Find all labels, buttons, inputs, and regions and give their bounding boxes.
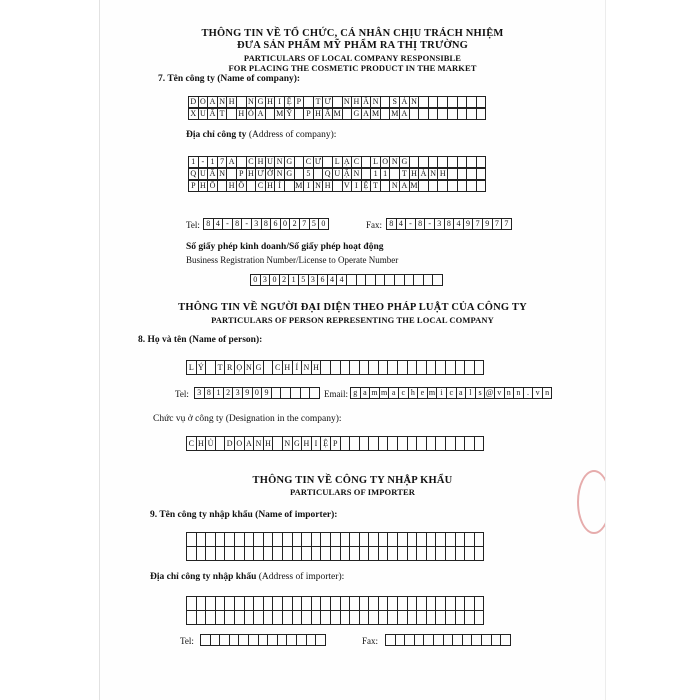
- char-box: V: [342, 180, 353, 192]
- char-box: L: [370, 156, 381, 168]
- char-box: Í: [292, 360, 303, 375]
- char-box: 1: [213, 387, 224, 399]
- importer-tel-label: Tel:: [180, 636, 194, 646]
- char-box: 4: [213, 218, 224, 230]
- importer-name-label: 9. Tên công ty nhập khẩu (Name of importer):: [150, 510, 338, 520]
- char-box: H: [246, 168, 257, 180]
- char-box: I: [303, 180, 314, 192]
- char-box: O: [198, 96, 209, 108]
- char-box: Q: [322, 168, 333, 180]
- char-box: N: [351, 168, 362, 180]
- char-box: H: [313, 108, 324, 120]
- char-box: H: [311, 360, 322, 375]
- person-name-label: 8. Họ và tên (Name of person):: [138, 335, 263, 345]
- char-box: a: [456, 387, 467, 399]
- char-box: 9: [261, 387, 272, 399]
- char-box: 3: [194, 387, 205, 399]
- char-box: Ồ: [236, 180, 247, 192]
- char-box: Ý: [196, 360, 207, 375]
- char-box: G: [399, 156, 410, 168]
- section9-title-en: PARTICULARS OF IMPORTER: [290, 487, 415, 497]
- char-box: [476, 96, 487, 108]
- char-box: H: [322, 180, 333, 192]
- importer-address-label: Địa chỉ công ty nhập khẩu (Address of importer):: [150, 572, 345, 582]
- char-box: C: [246, 156, 257, 168]
- char-box: H: [437, 168, 448, 180]
- char-box: [474, 532, 485, 547]
- char-box: 3: [232, 387, 243, 399]
- char-box: 3: [251, 218, 262, 230]
- char-box: Ấ: [207, 108, 218, 120]
- char-box: C: [186, 436, 197, 451]
- char-box: C: [255, 180, 266, 192]
- char-box: U: [332, 168, 343, 180]
- importer-address-row-2: [186, 610, 483, 625]
- char-box: 4: [336, 274, 347, 286]
- char-box: O: [380, 156, 391, 168]
- char-box: N: [274, 168, 285, 180]
- char-box: 0: [252, 387, 263, 399]
- char-box: [474, 610, 485, 625]
- char-box: [476, 156, 487, 168]
- form-page: [100, 0, 605, 700]
- char-box: Â: [207, 168, 218, 180]
- char-box: -: [241, 218, 252, 230]
- person-tel-label: Tel:: [175, 389, 189, 399]
- char-box: H: [265, 96, 276, 108]
- importer-address-row-1: [186, 596, 483, 611]
- char-box: [309, 387, 320, 399]
- char-box: U: [198, 108, 209, 120]
- char-box: 1: [207, 156, 218, 168]
- char-box: 8: [232, 218, 243, 230]
- char-box: N: [370, 96, 381, 108]
- section8-title-vi: THÔNG TIN VỀ NGƯỜI ĐẠI DIỆN THEO PHÁP LUẬT CỦA CÔNG TY: [178, 302, 527, 313]
- company-tel-cells: [203, 218, 328, 230]
- char-box: G: [284, 168, 295, 180]
- char-box: 5: [298, 274, 309, 286]
- char-box: 2: [223, 387, 234, 399]
- char-box: 9: [482, 218, 493, 230]
- char-box: M: [410, 181, 418, 190]
- char-box: 4: [453, 218, 464, 230]
- char-box: 8: [204, 387, 215, 399]
- char-box: C: [272, 360, 283, 375]
- char-box: N: [217, 96, 228, 108]
- char-box: H: [351, 96, 362, 108]
- char-box: 9: [242, 387, 253, 399]
- char-box: v: [494, 387, 505, 399]
- char-box: 1: [380, 168, 391, 180]
- char-box: 5: [303, 168, 314, 180]
- char-box: -: [198, 156, 209, 168]
- char-box: -: [222, 218, 233, 230]
- char-box: n: [504, 387, 515, 399]
- char-box: i: [436, 387, 447, 399]
- char-box: h: [408, 387, 419, 399]
- char-box: H: [301, 436, 312, 451]
- char-box: [500, 634, 511, 646]
- char-box: 7: [492, 218, 503, 230]
- char-box: H: [236, 108, 247, 120]
- char-box: 8: [261, 218, 272, 230]
- char-box: A: [226, 156, 237, 168]
- char-box: 3: [434, 218, 445, 230]
- char-box: N: [313, 180, 324, 192]
- char-box: Ư: [255, 168, 266, 180]
- char-box: G: [292, 436, 303, 451]
- char-box: Q: [188, 168, 199, 180]
- char-box: Ó: [246, 108, 257, 120]
- char-box: L: [332, 156, 343, 168]
- char-box: Ố: [207, 180, 218, 192]
- char-box: 2: [289, 218, 300, 230]
- char-box: a: [360, 387, 371, 399]
- char-box: .: [523, 387, 534, 399]
- char-box: I: [311, 436, 322, 451]
- section7-title-vi-2: ĐƯA SẢN PHẨM MỸ PHẨM RA THỊ TRƯỜNG: [236, 40, 469, 51]
- char-box: P: [188, 180, 199, 192]
- char-box: N: [274, 156, 285, 168]
- person-email-label: Email:: [324, 389, 348, 399]
- char-box: Ậ: [342, 168, 353, 180]
- char-box: T: [370, 180, 381, 192]
- char-box: D: [188, 96, 199, 108]
- char-box: À: [418, 168, 429, 180]
- section9-title-vi: THÔNG TIN VỀ CÔNG TY NHẬP KHẨU: [252, 475, 453, 486]
- char-box: 7: [217, 156, 228, 168]
- char-box: M: [295, 181, 303, 190]
- char-box: Ỹ: [284, 108, 295, 120]
- char-box: H: [265, 180, 276, 192]
- company-tel-label: Tel:: [186, 220, 200, 230]
- char-box: H: [263, 436, 274, 451]
- char-box: 7: [472, 218, 483, 230]
- char-box: 2: [279, 274, 290, 286]
- char-box: M: [333, 109, 341, 118]
- char-box: A: [255, 108, 266, 120]
- char-box: A: [399, 180, 410, 192]
- company-fax-label: Fax:: [366, 220, 383, 230]
- char-box: 0: [280, 218, 291, 230]
- char-box: 1: [370, 168, 381, 180]
- char-box: P: [294, 96, 305, 108]
- importer-name-row-1: [186, 532, 483, 547]
- char-box: N: [428, 168, 439, 180]
- section7-title-en-2: FOR PLACING THE COSMETIC PRODUCT IN THE MARKET: [228, 63, 477, 73]
- company-name-row-2: [188, 108, 485, 120]
- char-box: 0: [269, 274, 280, 286]
- char-box: 1: [188, 156, 199, 168]
- designation-label: Chức vụ ở công ty (Designation in the company):: [153, 414, 342, 424]
- char-box: 0: [250, 274, 261, 286]
- char-box: N: [389, 180, 400, 192]
- importer-tel-cells: [200, 634, 325, 646]
- char-box: L: [186, 360, 197, 375]
- char-box: R: [224, 360, 235, 375]
- char-box: c: [446, 387, 457, 399]
- char-box: Ờ: [265, 168, 276, 180]
- char-box: -: [405, 218, 416, 230]
- designation-cells: [186, 436, 483, 451]
- license-number-cells: [250, 274, 442, 286]
- company-fax-cells: [386, 218, 511, 230]
- char-box: U: [198, 168, 209, 180]
- char-box: Ư: [313, 156, 324, 168]
- char-box: v: [532, 387, 543, 399]
- license-label: Số giấy phép kinh doanh/Số giấy phép hoạt động: [186, 242, 384, 252]
- char-box: I: [274, 96, 285, 108]
- char-box: c: [398, 387, 409, 399]
- char-box: [474, 546, 485, 561]
- char-box: 4: [327, 274, 338, 286]
- char-box: a: [388, 387, 399, 399]
- char-box: Ệ: [320, 436, 331, 451]
- char-box: P: [303, 108, 314, 120]
- char-box: g: [350, 387, 361, 399]
- char-box: T: [399, 168, 410, 180]
- char-box: A: [244, 436, 255, 451]
- char-box: S: [389, 96, 400, 108]
- char-box: 7: [501, 218, 512, 230]
- char-box: Ả: [399, 96, 410, 108]
- person-tel-cells: [194, 387, 319, 399]
- char-box: N: [244, 360, 255, 375]
- char-box: H: [226, 180, 237, 192]
- char-box: 8: [386, 218, 397, 230]
- char-box: M: [391, 109, 399, 118]
- char-box: N: [282, 436, 293, 451]
- char-box: G: [255, 96, 266, 108]
- importer-name-row-2: [186, 546, 483, 561]
- char-box: Ệ: [284, 96, 295, 108]
- char-box: 3: [260, 274, 271, 286]
- char-box: Ạ: [342, 156, 353, 168]
- char-box: N: [253, 436, 264, 451]
- char-box: N: [246, 96, 257, 108]
- char-box: n: [542, 387, 553, 399]
- stamp-mark: [577, 470, 605, 534]
- company-address-label: Địa chỉ công ty (Address of company):: [186, 130, 337, 140]
- company-name-row-1: [188, 96, 485, 108]
- char-box: H: [282, 360, 293, 375]
- char-box: 6: [317, 274, 328, 286]
- section7-title-en-1: PARTICULARS OF LOCAL COMPANY RESPONSIBLE: [243, 53, 462, 63]
- company-name-label: 7. Tên công ty (Name of company):: [158, 74, 301, 84]
- char-box: 8: [203, 218, 214, 230]
- char-box: 0: [318, 218, 329, 230]
- char-box: m: [427, 387, 438, 399]
- char-box: [476, 180, 487, 192]
- char-box: G: [351, 108, 362, 120]
- importer-fax-label: Fax:: [362, 636, 379, 646]
- company-address-row-3: [188, 180, 485, 192]
- company-address-row-2: [188, 168, 485, 180]
- char-box: Ủ: [205, 436, 216, 451]
- char-box: P: [236, 168, 247, 180]
- char-box: 6: [270, 218, 281, 230]
- char-box: 4: [396, 218, 407, 230]
- char-box: 1: [288, 274, 299, 286]
- char-box: [476, 108, 487, 120]
- char-box: 3: [308, 274, 319, 286]
- char-box: M: [276, 109, 284, 118]
- char-box: Ư: [322, 96, 333, 108]
- char-box: Ọ: [234, 360, 245, 375]
- char-box: s: [475, 387, 486, 399]
- char-box: [432, 274, 443, 286]
- char-box: H: [409, 168, 420, 180]
- char-box: T: [313, 96, 324, 108]
- char-box: U: [265, 156, 276, 168]
- char-box: [476, 168, 487, 180]
- char-box: @: [485, 388, 494, 397]
- section8-title-en: PARTICULARS OF PERSON REPRESENTING THE LOCAL COMPANY: [211, 315, 494, 325]
- person-name-cells: [186, 360, 483, 375]
- char-box: X: [188, 108, 199, 120]
- char-box: C: [351, 156, 362, 168]
- char-box: 8: [444, 218, 455, 230]
- char-box: I: [351, 180, 362, 192]
- char-box: N: [342, 96, 353, 108]
- char-box: N: [301, 360, 312, 375]
- char-box: n: [513, 387, 524, 399]
- char-box: Ẩ: [322, 108, 333, 120]
- char-box: Ệ: [361, 180, 372, 192]
- char-box: H: [196, 436, 207, 451]
- char-box: D: [224, 436, 235, 451]
- char-box: m: [369, 387, 380, 399]
- person-email-cells: [350, 387, 551, 399]
- char-box: P: [330, 436, 341, 451]
- char-box: e: [417, 387, 428, 399]
- char-box: [474, 360, 485, 375]
- license-label-en: Business Registration Number/License to Operate Number: [186, 255, 399, 265]
- char-box: N: [409, 96, 420, 108]
- section7-title-vi-1: THÔNG TIN VỀ TỔ CHỨC, CÁ NHÂN CHỊU TRÁCH NHIỆM: [201, 28, 504, 39]
- char-box: Â: [361, 96, 372, 108]
- char-box: C: [303, 156, 314, 168]
- char-box: A: [361, 108, 372, 120]
- char-box: l: [465, 387, 476, 399]
- char-box: A: [399, 108, 410, 120]
- char-box: [315, 634, 326, 646]
- char-box: Í: [274, 180, 285, 192]
- char-box: N: [217, 168, 228, 180]
- char-box: 5: [309, 218, 320, 230]
- char-box: H: [226, 96, 237, 108]
- char-box: N: [389, 156, 400, 168]
- char-box: T: [215, 360, 226, 375]
- company-address-row-1: [188, 156, 485, 168]
- char-box: M: [372, 109, 380, 118]
- char-box: G: [284, 156, 295, 168]
- char-box: -: [424, 218, 435, 230]
- char-box: 9: [463, 218, 474, 230]
- char-box: T: [217, 108, 228, 120]
- char-box: H: [255, 156, 266, 168]
- char-box: G: [253, 360, 264, 375]
- char-box: [474, 596, 485, 611]
- char-box: 7: [299, 218, 310, 230]
- char-box: O: [234, 436, 245, 451]
- char-box: H: [198, 180, 209, 192]
- char-box: A: [207, 96, 218, 108]
- importer-fax-cells: [385, 634, 510, 646]
- char-box: 8: [415, 218, 426, 230]
- char-box: [474, 436, 485, 451]
- char-box: m: [379, 387, 390, 399]
